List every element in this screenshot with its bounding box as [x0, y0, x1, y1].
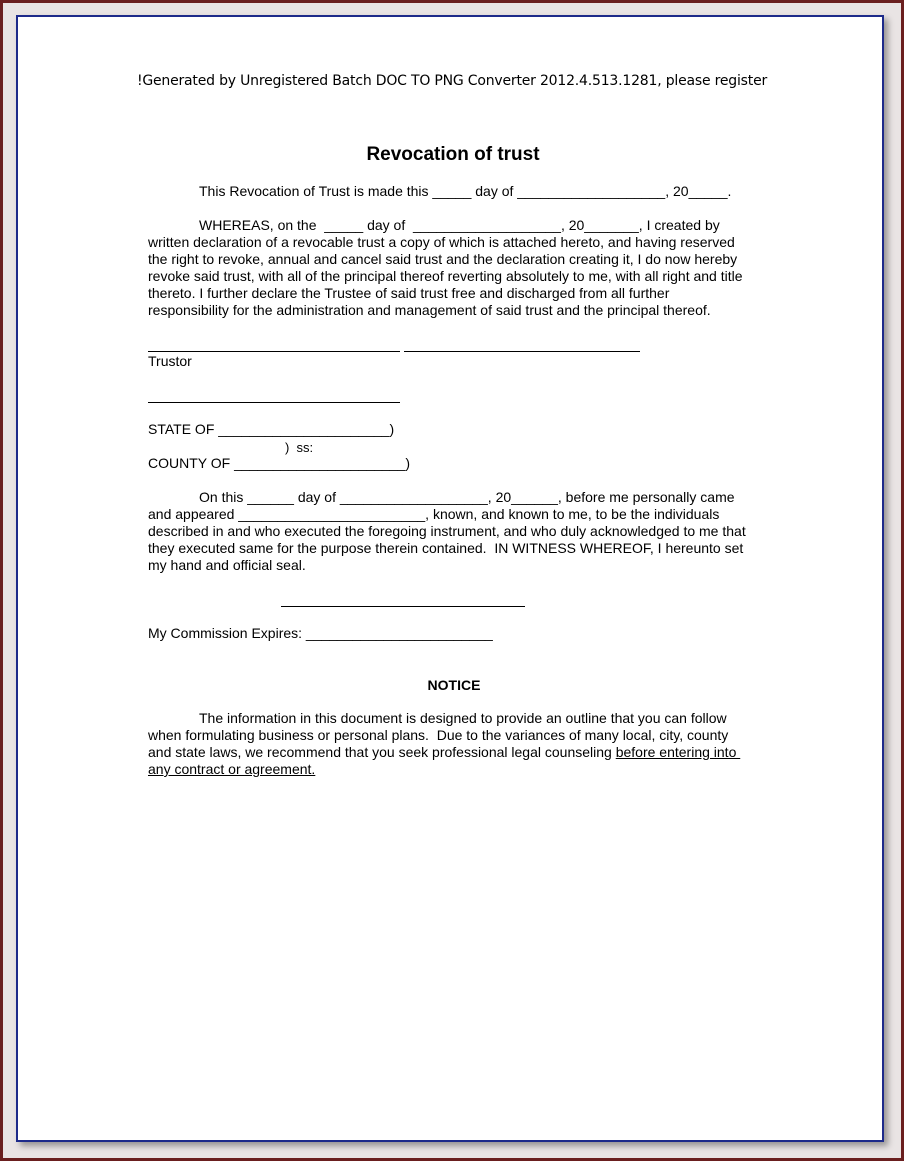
county-of-line: COUNTY OF ______________________) — [148, 455, 411, 471]
acknowledgment-line: and appeared ________________________, known, and known to me, to be the individuals — [148, 506, 720, 522]
whereas-line: WHEREAS, on the _____ day of ___________________, 20_______, I created by — [199, 217, 720, 233]
date-signature-line — [404, 351, 640, 352]
trustor-signature-line — [148, 351, 400, 352]
whereas-line: the right to revoke, annual and cancel said trust and the declaration creating it, I do now hereby — [148, 251, 738, 267]
notice-heading: NOTICE — [427, 677, 481, 693]
notice-paragraph — [148, 710, 768, 778]
notice-line-text: and state laws, we recommend that you seek professional legal counseling — [148, 744, 616, 760]
document-title: Revocation of trust — [366, 144, 540, 165]
whereas-line: revoke said trust, with all of the principal thereof reverting absolutely to me, with all right and title — [148, 268, 743, 284]
acknowledgment-line: On this ______ day of ___________________, 20______, before me personally came — [199, 489, 735, 505]
whereas-line: responsibility for the administration and management of said trust and the principal thereof. — [148, 302, 711, 318]
acknowledgment-line: they executed same for the purpose therein contained. IN WITNESS WHEREOF, I hereunto set — [148, 540, 744, 556]
converter-watermark: !Generated by Unregistered Batch DOC TO PNG Converter 2012.4.513.1281, please register — [136, 73, 768, 89]
commission-expires-line: My Commission Expires: ________________________ — [148, 625, 493, 641]
trustor-label: Trustor — [148, 353, 192, 369]
acknowledgment-line: described in and who executed the foregoing instrument, and who duly acknowledged to me that — [148, 523, 746, 539]
notice-underlined-line: any contract or agreement. — [148, 761, 316, 777]
acknowledgment-paragraph — [148, 489, 768, 574]
ss-line: ) ss: — [285, 440, 314, 455]
notary-signature-line — [148, 402, 400, 403]
state-of-line: STATE OF ______________________) — [148, 421, 395, 437]
notice-line — [148, 744, 768, 761]
acknowledgment-line: my hand and official seal. — [148, 557, 306, 573]
notary-seal-signature-line — [281, 606, 525, 607]
whereas-paragraph — [148, 217, 768, 319]
notice-line: The information in this document is designed to provide an outline that you can follow — [199, 710, 727, 726]
notice-line: when formulating business or personal plans. Due to the variances of many local, city, county — [148, 727, 729, 743]
whereas-line: thereto. I further declare the Trustee of said trust free and discharged from all further — [148, 285, 670, 301]
whereas-line: written declaration of a revocable trust a copy of which is attached hereto, and having reserved — [148, 234, 735, 250]
intro-line: This Revocation of Trust is made this _____ day of ___________________, 20_____. — [199, 183, 732, 199]
document-page — [16, 15, 884, 1142]
notice-underlined-text: before entering into — [615, 744, 741, 760]
